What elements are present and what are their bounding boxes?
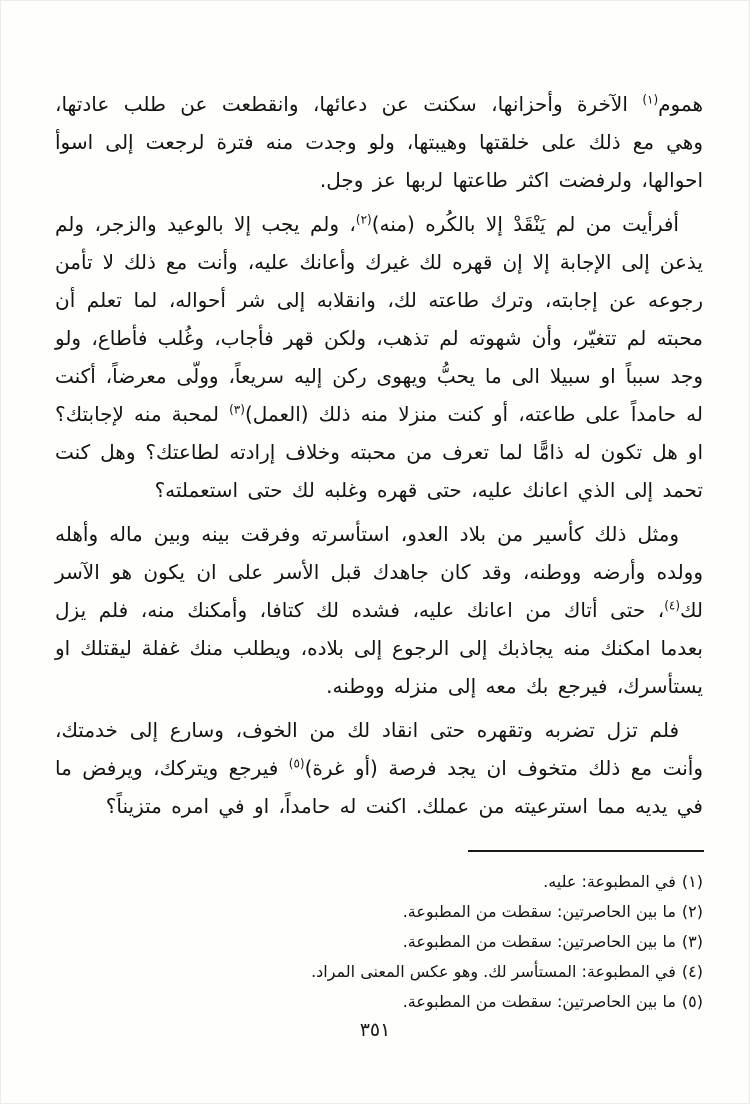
footnote-text: ما بين الحاصرتين: سقطت من المطبوعة.	[402, 932, 676, 951]
footnote-marker: (١)	[681, 872, 703, 891]
footnote-text: ما بين الحاصرتين: سقطت من المطبوعة.	[402, 902, 676, 921]
footnote-item	[43, 927, 703, 957]
footnote-marker: (٣)	[681, 932, 703, 951]
footnote-ref-marker: (١)	[642, 92, 659, 107]
paragraph	[55, 205, 703, 509]
paragraph-text: فلم تزل تضربه وتقهره حتى انقاد لك من الخوف، وسارع إلى خدمتك، وأنت مع ذلك متخوف ان يجد فرصة (أو غرة)	[55, 718, 703, 780]
footnote-text: ما بين الحاصرتين: سقطت من المطبوعة.	[402, 992, 676, 1011]
footnote-separator	[468, 850, 704, 852]
paragraph	[55, 85, 703, 199]
footnote-ref-marker: (٣)	[229, 402, 245, 417]
footnote-item	[43, 957, 703, 987]
paragraph	[55, 515, 703, 705]
paragraph-text: ، ولم يجب إلا بالوعيد والزجر، ولم يذعن إلى الإجابة إلا إن قهره لك غيرك وأعانك عليه، وأنت مع ذلك لا تأمن رجوعه عن إجابته، وترك طاعته لك، وانقلابه إلى شر أحواله، لما تعلم أن محبته لم تتغيّر، وأن شهوته لم تذهب، ولكن قهر فأجاب، وغُلب فأطاع، ولو وجد سبباً او سبيلا الى ما يحبُّ ويهوى ركن إليه سريعاً، وولّى معرضاً، أكنت له حامداً على طاعته، أو كنت منزلا منه ذلك (العمل)	[55, 212, 703, 426]
paragraphs	[55, 85, 703, 825]
footnote-marker: (٢)	[681, 902, 703, 921]
footnote-item	[43, 867, 703, 897]
body-text	[55, 85, 703, 831]
paragraph	[55, 711, 703, 825]
paragraph-text: ومثل ذلك كأسير من بلاد العدو، استأسرته وفرقت بينه وبين ماله وأهله وولده وأرضه ووطنه، وقد كان جاهدك قبل الأسر على ان يكون هو الآسر لك	[55, 522, 703, 622]
paragraph-text: فيرجع ويتركك، ويرفض ما في يديه مما استرعيته من عملك. اكنت له حامداً، او في امره متزيناً؟	[55, 756, 703, 818]
footnote-text: في المطبوعة: عليه.	[543, 872, 676, 891]
footnote-ref-marker: (٥)	[288, 756, 305, 771]
paragraph-text: لمحبة منه لإجابتك؟ او هل تكون له ذامًّا لما تعرف من محبته وخلاف إرادته لطاعتك؟ وهل كنت تحمد إلى الذي اعانك عليه، حتى قهره وغلبه لك حتى استعملته؟	[55, 402, 703, 502]
footnote-item	[43, 987, 703, 1017]
footnotes	[43, 867, 703, 1017]
footnote-marker: (٥)	[681, 992, 703, 1011]
paragraph-text: ، حتى أتاك من اعانك عليه، فشده لك كتافا، وأمكنك منه، فلم يزل بعدما امكنك منه يجاذبك إلى الرجوع إلى بلاده، ويطلب منك غفلة ليقتلك او يستأسرك، فيرجع بك معه إلى منزله ووطنه.	[55, 598, 703, 698]
footnote-text: في المطبوعة: المستأسر لك. وهو عكس المعنى المراد.	[311, 962, 676, 981]
footnote-marker: (٤)	[681, 962, 703, 981]
paragraph-text: هموم	[658, 92, 703, 116]
page-number: ٣٥١	[359, 1019, 391, 1041]
footnote-ref-marker: (٤)	[664, 598, 681, 613]
paragraph-text: أفرأيت من لم يَنْقَدْ إلا بالكُره (منه)	[371, 212, 679, 236]
paragraph-text: الآخرة وأحزانها، سكنت عن دعائها، وانقطعت عن طلب عادتها، وهي مع ذلك على خلقتها وهيبتها، ولو وجدت منه فترة لرجعت إلى اسوأ احوالها، ولرفضت اكثر طاعتها لربها عز وجل.	[55, 92, 703, 192]
footnote-item	[43, 897, 703, 927]
footnote-ref-marker: (٢)	[355, 212, 372, 227]
